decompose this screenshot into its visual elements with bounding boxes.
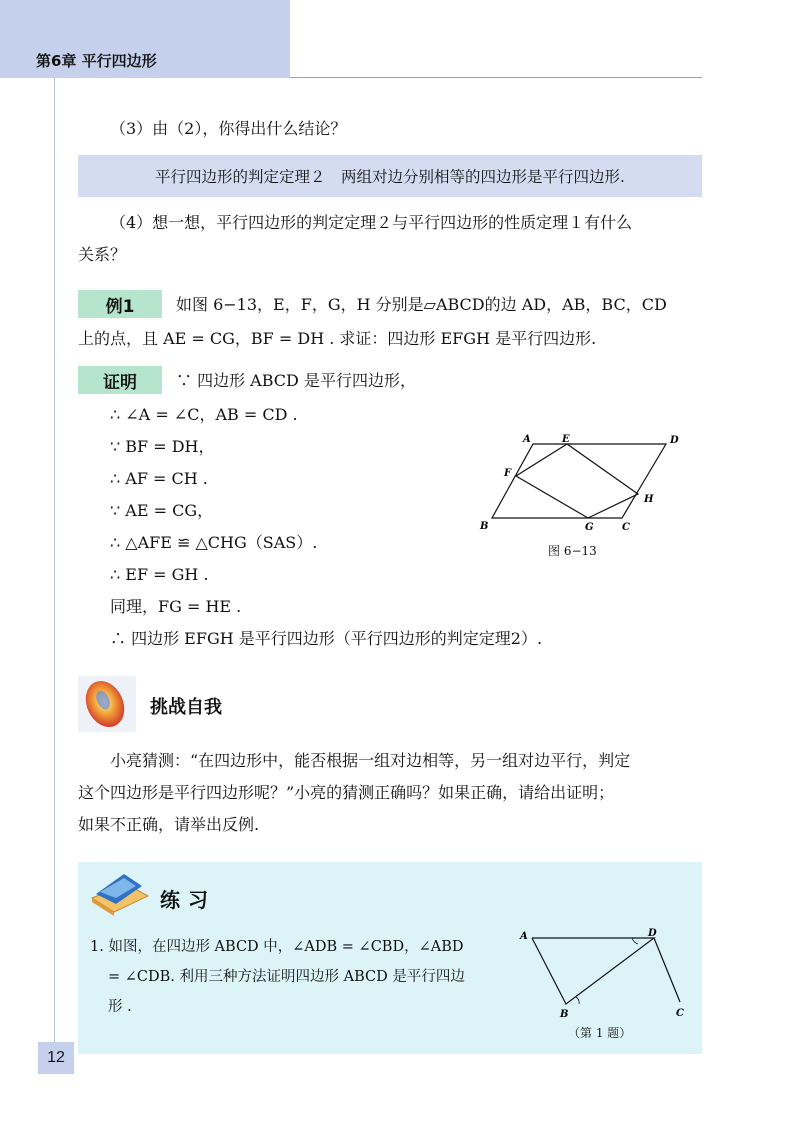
exercise-figure-caption: （第 1 题） [568,1026,632,1040]
question-4-line2: 关系？ [78,245,127,264]
triangle-abd [532,938,654,1004]
label-e: E [562,434,570,445]
proof-line-3: ∵ BF = DH， [110,437,215,456]
exercise-figure [512,922,698,1022]
proof-line-1: ∵ 四边形 ABCD 是平行四边形， [176,371,416,390]
challenge-line-2: 这个四边形是平行四边形呢？”小亮的猜测正确吗？如果正确，请给出证明； [78,783,615,802]
label-h: H [644,494,654,505]
proof-line-4: ∴ AF = CH . [110,469,208,488]
ex-label-d: D [648,928,657,939]
theorem-box [78,155,702,197]
proof-tag: 证明 [78,366,162,394]
proof-line-7: ∴ EF = GH . [110,565,209,584]
proof-line-2: ∴ ∠A = ∠C，AB = CD . [110,405,298,424]
example-line1: 如图 6−13，E，F，G，H 分别是▱ABCD的边 AD，AB，BC，CD [176,295,667,314]
proof-line-6: ∴ △AFE ≌ △CHG（SAS）. [110,533,318,552]
question-3: （3）由（2），你得出什么结论？ [110,119,347,138]
exercise-line-2: = ∠CDB. 利用三种方法证明四边形 ABCD 是平行四边 [108,969,465,985]
label-d: D [670,435,679,446]
figure-6-13-caption: 图 6−13 [548,544,597,558]
exercise-line-3: 形 . [108,999,132,1015]
example-tag: 例1 [78,290,162,318]
challenge-title: 挑战自我 [150,697,222,718]
label-f: F [504,468,512,479]
parallelogram-abcd [492,444,666,518]
page-number: 12 [38,1042,74,1074]
label-b: B [480,521,489,532]
example-line2: 上的点，且 AE = CG，BF = DH . 求证：四边形 EFGH 是平行四边形. [78,329,597,348]
figure-6-13 [472,430,702,535]
proof-line-5: ∵ AE = CG， [110,501,214,520]
segment-dc [654,938,680,1002]
challenge-line-1: 小亮猜测：“在四边形中，能否根据一组对边相等，另一组对边平行，判定 [110,751,631,770]
exercise-book-icon [86,866,152,918]
label-a: A [523,434,531,445]
parallelogram-efgh [516,444,638,518]
ex-label-a: A [520,931,528,942]
angle-mark-cbd [576,997,579,1004]
angle-mark-adb [632,938,638,944]
exercise-line-1: 1. 如图，在四边形 ABCD 中，∠ADB = ∠CBD，∠ABD [90,939,464,955]
label-c: C [622,522,630,533]
challenge-line-3: 如果不正确，请举出反例. [78,815,260,834]
question-4-line1: （4）想一想，平行四边形的判定定理２与平行四边形的性质定理１有什么 [110,213,633,232]
challenge-icon [78,676,136,732]
header-divider [290,77,702,78]
label-g: G [585,522,594,533]
chapter-title: 第6章 平行四边形 [36,52,157,70]
ex-label-b: B [560,1009,569,1020]
exercise-title: 练习 [160,888,216,912]
proof-line-8: 同理，FG = HE . [110,597,242,616]
margin-rule [54,78,55,1068]
theorem-text: 平行四边形的判定定理２ 两组对边分别相等的四边形是平行四边形. [155,168,625,186]
ex-label-c: C [676,1008,684,1019]
proof-line-9: ∴ 四边形 EFGH 是平行四边形（平行四边形的判定定理2）. [110,629,543,648]
